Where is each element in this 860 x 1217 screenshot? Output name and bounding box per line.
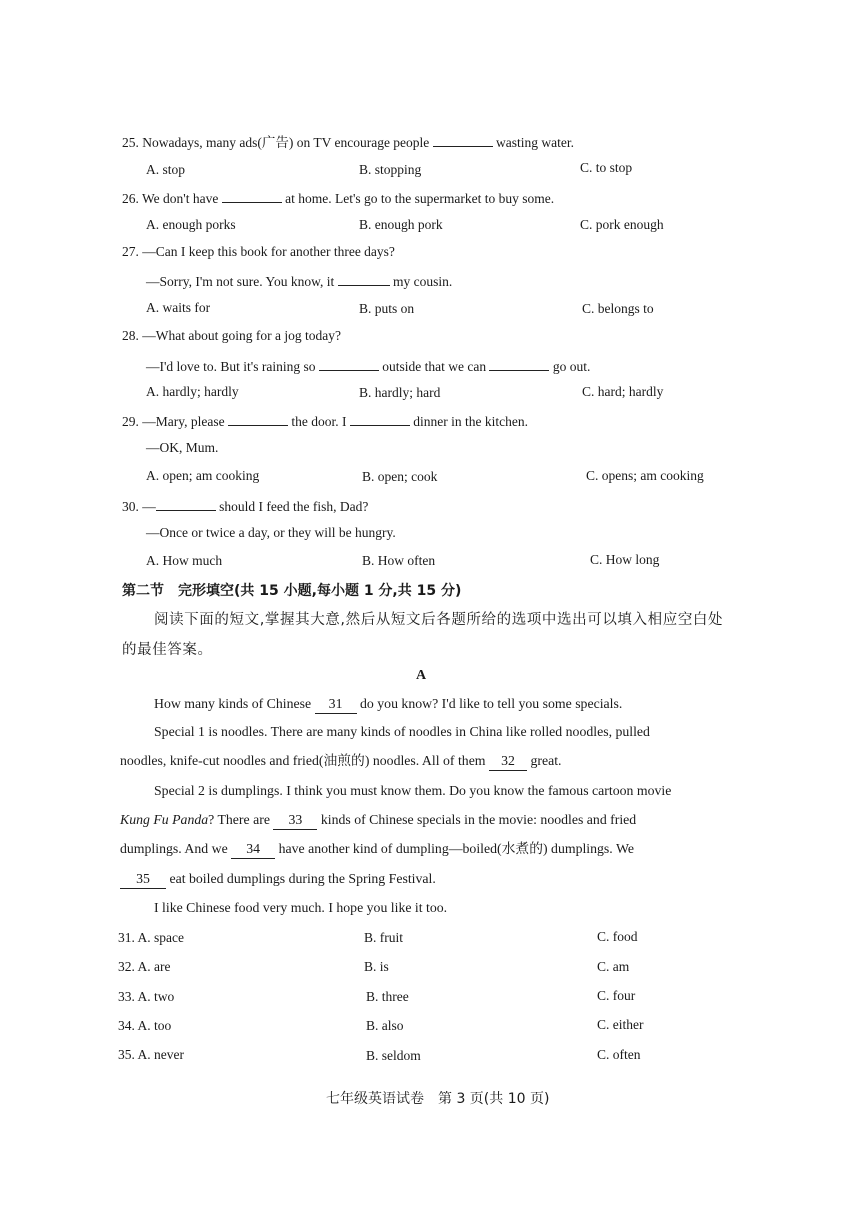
question-stem: should I feed the fish, Dad?: [219, 499, 369, 514]
passage-paragraph-1: [154, 695, 622, 714]
question-30: [122, 496, 368, 516]
answer-blank: [350, 411, 410, 426]
option-a: A. enough porks: [146, 217, 236, 232]
section-heading: 第二节 完形填空(共 15 小题,每小题 1 分,共 15 分): [122, 583, 462, 599]
passage-paragraph-3: Special 2 is dumplings. I think you must know them. Do you know the famous cartoon movie: [154, 783, 672, 798]
question-29: [122, 411, 528, 431]
cloze-35-option-b: B. seldom: [366, 1048, 421, 1063]
option-b: B. stopping: [359, 162, 422, 177]
answer-blank: [319, 356, 379, 371]
question-number: 26.: [122, 191, 139, 206]
question-number: 25.: [122, 135, 139, 150]
question-stem: go out.: [552, 359, 591, 374]
question-stem: —Sorry, I'm not sure. You know, it: [146, 274, 335, 289]
question-stem: the door. I: [291, 414, 347, 429]
option-c: C. opens; am cooking: [586, 468, 704, 483]
option-b: B. enough pork: [359, 217, 443, 232]
question-stem: —Mary, please: [142, 414, 225, 429]
question-stem: outside that we can: [382, 359, 487, 374]
question-stem: wasting water.: [496, 135, 575, 150]
question-26: [122, 188, 554, 208]
cloze-35-option-c: C. often: [597, 1047, 641, 1062]
passage-text: dumplings. And we: [120, 841, 228, 856]
passage-paragraph-3-cont: [120, 870, 436, 889]
question-28-reply: [146, 356, 590, 376]
passage-text: kinds of Chinese specials in the movie: noodles and fried: [320, 812, 637, 827]
passage-text: great.: [530, 753, 562, 768]
option-c: C. pork enough: [580, 217, 664, 232]
cloze-32-option-b: B. is: [364, 959, 389, 974]
cloze-34-option-a: 34. A. too: [118, 1018, 172, 1033]
section-instruction-cont: 的最佳答案。: [122, 642, 213, 658]
cloze-blank-31: 31: [315, 695, 357, 714]
question-25: [122, 132, 574, 152]
option-c: C. belongs to: [582, 301, 654, 316]
cloze-34-option-b: B. also: [366, 1018, 404, 1033]
passage-text: have another kind of dumpling—boiled(水煮的) dumplings. We: [278, 841, 634, 856]
answer-blank: [228, 411, 288, 426]
cloze-31-option-b: B. fruit: [364, 930, 403, 945]
passage-text: noodles, knife-cut noodles and fried(油煎的) noodles. All of them: [120, 753, 486, 768]
passage-text: do you know? I'd like to tell you some specials.: [360, 696, 623, 711]
cloze-31-option-c: C. food: [597, 929, 638, 944]
question-stem: —Can I keep this book for another three days?: [142, 244, 395, 259]
option-a: A. waits for: [146, 300, 211, 315]
question-number: 28.: [122, 328, 139, 343]
question-stem: Nowadays, many ads(广告) on TV encourage people: [142, 135, 430, 150]
page-footer: 七年级英语试卷 第 3 页(共 10 页): [326, 1091, 550, 1107]
passage-paragraph-3-cont: [120, 811, 636, 830]
option-a: A. How much: [146, 553, 223, 568]
option-a: A. open; am cooking: [146, 468, 260, 483]
passage-paragraph-2-cont: [120, 752, 561, 771]
cloze-35-option-a: 35. A. never: [118, 1047, 184, 1062]
option-c: C. to stop: [580, 160, 633, 175]
answer-blank: [489, 356, 549, 371]
passage-text: How many kinds of Chinese: [154, 696, 312, 711]
cloze-blank-35: 35: [120, 870, 166, 889]
passage-label: A: [416, 668, 427, 683]
passage-paragraph-2: Special 1 is noodles. There are many kinds of noodles in China like rolled noodles, pulled: [154, 724, 650, 739]
option-b: B. puts on: [359, 301, 415, 316]
option-b: B. hardly; hard: [359, 385, 441, 400]
option-b: B. How often: [362, 553, 436, 568]
question-stem: —: [142, 499, 156, 514]
cloze-31-option-a: 31. A. space: [118, 930, 184, 945]
cloze-blank-32: 32: [489, 752, 527, 771]
cloze-33-option-c: C. four: [597, 988, 636, 1003]
question-stem: dinner in the kitchen.: [413, 414, 528, 429]
cloze-34-option-c: C. either: [597, 1017, 644, 1032]
question-27-reply: [146, 271, 452, 291]
question-stem: We don't have: [142, 191, 219, 206]
question-number: 29.: [122, 414, 139, 429]
movie-title: Kung Fu Panda: [120, 812, 209, 827]
cloze-blank-34: 34: [231, 840, 275, 859]
question-27: [122, 243, 395, 261]
question-30-reply: —Once or twice a day, or they will be hungry.: [146, 525, 396, 540]
passage-paragraph-3-cont: [120, 840, 634, 859]
option-c: C. hard; hardly: [582, 384, 664, 399]
option-c: C. How long: [590, 552, 660, 567]
question-stem: my cousin.: [392, 274, 453, 289]
cloze-32-option-c: C. am: [597, 959, 630, 974]
question-stem: —I'd love to. But it's raining so: [146, 359, 316, 374]
passage-paragraph-4: I like Chinese food very much. I hope you like it too.: [154, 900, 448, 915]
option-a: A. hardly; hardly: [146, 384, 239, 399]
question-stem: —What about going for a jog today?: [142, 328, 341, 343]
cloze-32-option-a: 32. A. are: [118, 959, 171, 974]
section-instruction: 阅读下面的短文,掌握其大意,然后从短文后各题所给的选项中选出可以填入相应空白处: [154, 612, 724, 628]
question-number: 27.: [122, 244, 139, 259]
question-29-reply: —OK, Mum.: [146, 440, 219, 455]
passage-text: eat boiled dumplings during the Spring Festival.: [169, 871, 436, 886]
cloze-blank-33: 33: [273, 811, 317, 830]
question-stem: at home. Let's go to the supermarket to buy some.: [285, 191, 555, 206]
question-28: [122, 327, 341, 345]
option-b: B. open; cook: [362, 469, 438, 484]
cloze-33-option-b: B. three: [366, 989, 409, 1004]
answer-blank: [156, 496, 216, 511]
option-a: A. stop: [146, 162, 186, 177]
passage-text: ? There are: [208, 812, 270, 827]
answer-blank: [338, 271, 390, 286]
question-number: 30.: [122, 499, 139, 514]
answer-blank: [222, 188, 282, 203]
answer-blank: [433, 132, 493, 147]
cloze-33-option-a: 33. A. two: [118, 989, 175, 1004]
